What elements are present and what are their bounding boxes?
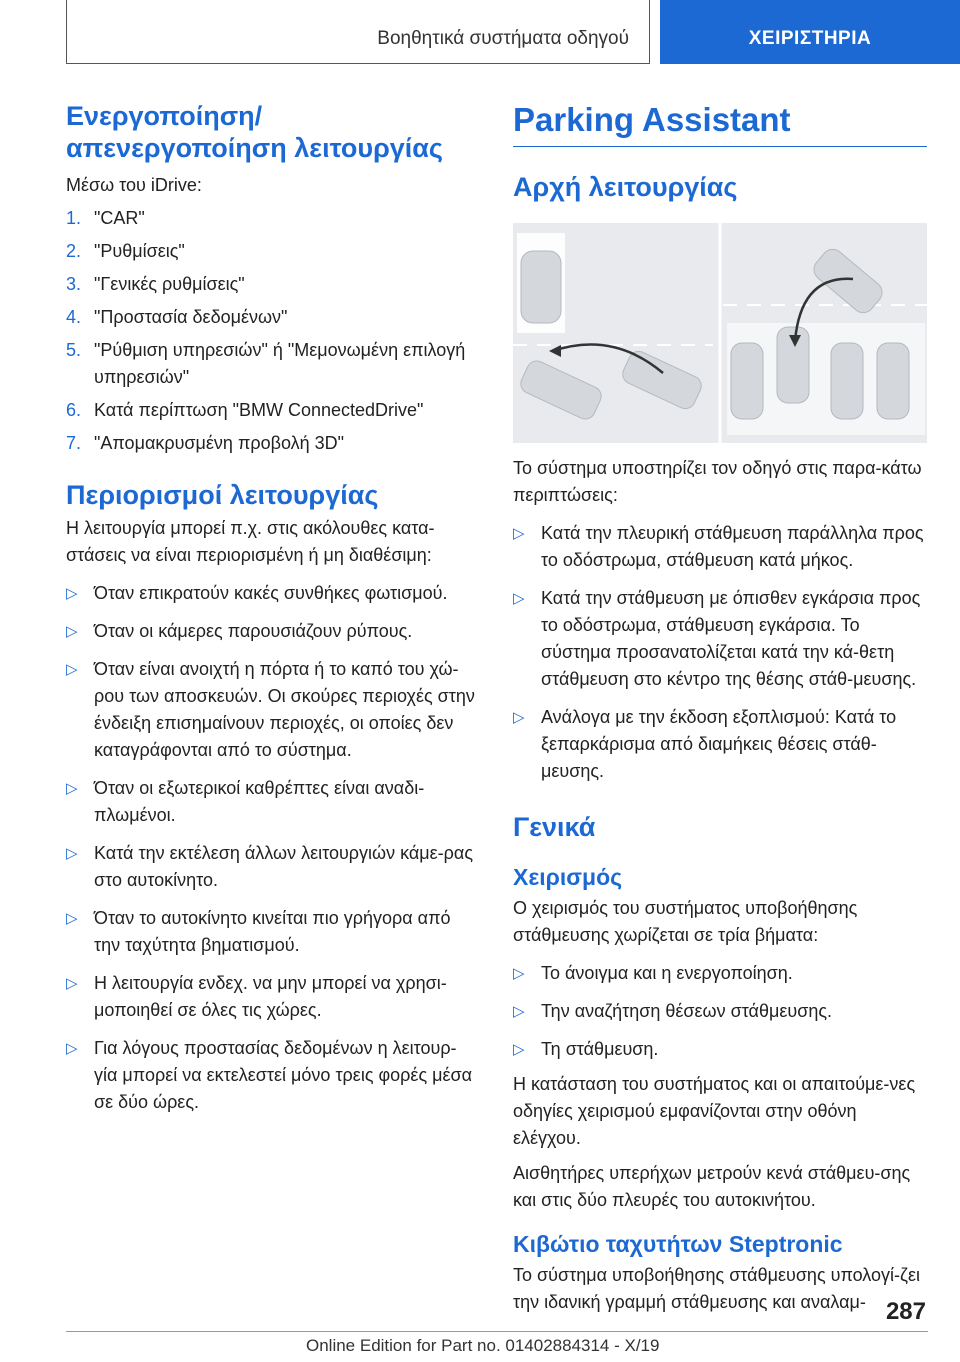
right-column [513,100,927,1316]
list-item: 3. "Γενικές ρυθμίσεις" [66,274,245,294]
general-heading: Γενικά [513,812,596,842]
triangle-bullet-icon: ▷ [66,780,78,797]
list-item: ▷ Όταν είναι ανοιχτή η πόρτα ή το καπό του χώ-ρου των αποσκευών. Οι σκούρες περιοχές στην ένδειξη επισημαίνουν περιοχές, οι οποίες δεν καταγράφονται από το σύστημα. [66,656,478,764]
footer-divider [66,1331,928,1332]
triangle-bullet-icon: ▷ [513,590,525,607]
steptronic-heading: Κιβώτιο ταχυτήτων Steptronic [513,1231,843,1257]
header-section-box [66,0,650,64]
cases-list [513,520,927,785]
list-item: ▷ Την αναζήτηση θέσεων στάθμευσης. [513,998,927,1025]
list-item: ▷ Κατά την πλευρική στάθμευση παράλληλα προς το οδόστρωμα, στάθμευση κατά μήκος. [513,520,927,574]
list-item: ▷ Η λειτουργία ενδεχ. να μην μπορεί να χρησι-μοποιηθεί σε όλες τις χώρες. [66,970,478,1024]
list-item: 7. "Απομακρυσμένη προβολή 3D" [66,433,345,453]
triangle-bullet-icon: ▷ [66,975,78,992]
idrive-intro: Μέσω του iDrive: [66,175,202,195]
list-item: 1. "CAR" [66,208,145,228]
sensors-paragraph: Αισθητήρες υπερήχων μετρούν κενά στάθμευ-σης και στις δύο πλευρές του αυτοκινήτου. [513,1163,911,1210]
triangle-bullet-icon: ▷ [513,709,525,726]
header-chapter-tab [660,0,960,64]
list-item: ▷ Όταν οι κάμερες παρουσιάζουν ρύπους. [66,618,478,645]
limits-intro: Η λειτουργία μπορεί π.χ. στις ακόλουθες κατα-στάσεις να είναι περιορισμένη ή μη διαθέσιμη: [66,518,435,565]
limits-heading: Περιορισμοί λειτουργίας [66,480,379,510]
triangle-bullet-icon: ▷ [66,1040,78,1057]
activation-heading: Ενεργοποίηση/απενεργοποίηση λειτουργίας [66,101,443,163]
limits-list [66,580,478,1116]
triangle-bullet-icon: ▷ [513,525,525,542]
status-paragraph: Η κατάσταση του συστήματος και οι απαιτούμε-νες οδηγίες χειρισμού εμφανίζονται στην οθόνη ελέγχου. [513,1074,916,1148]
parking-illustration [513,223,927,443]
list-item: ▷ Ανάλογα με την έκδοση εξοπλισμού: Κατά το ξεπαρκάρισμα από διαμήκεις θέσεις στάθ-μευσης. [513,704,927,785]
page-number: 287 [885,1298,926,1325]
list-item: 2. "Ρυθμίσεις" [66,241,185,261]
principle-text: Το σύστημα υποστηρίζει τον οδηγό στις παρα-κάτω περιπτώσεις: [513,458,922,505]
steptronic-text: Το σύστημα υποβοήθησης στάθμευσης υπολογί-ζει την ιδανική γραμμή στάθμευσης και αναλαμ- [513,1265,920,1312]
triangle-bullet-icon: ▷ [66,910,78,927]
list-item: ▷ Τη στάθμευση. [513,1036,927,1063]
triangle-bullet-icon: ▷ [66,585,78,602]
left-column [66,100,478,1116]
list-item: ▷ Κατά την εκτέλεση άλλων λειτουργιών κάμε-ρας στο αυτοκίνητο. [66,840,478,894]
list-item: ▷ Όταν το αυτοκίνητο κινείται πιο γρήγορα από την ταχύτητα βηματισμού. [66,905,478,959]
triangle-bullet-icon: ▷ [66,845,78,862]
operation-text: Ο χειρισμός του συστήματος υποβοήθησης στάθμευσης χωρίζεται σε τρία βήματα: [513,898,858,945]
footer-edition: Online Edition for Part no. 01402884314 - X/19 [306,1336,660,1355]
list-item: 4. "Προστασία δεδομένων" [66,307,288,327]
list-item: ▷ Όταν επικρατούν κακές συνθήκες φωτισμού. [66,580,478,607]
principle-heading: Αρχή λειτουργίας [513,172,738,202]
list-item: ▷ Για λόγους προστασίας δεδομένων η λειτουρ-γία μπορεί να εκτελεστεί μόνο τρεις φορές μέσα σε δύο ώρες. [66,1035,478,1116]
header-section-title: Βοηθητικά συστήματα οδηγού [377,28,629,49]
triangle-bullet-icon: ▷ [66,623,78,640]
list-item: ▷ Κατά την στάθμευση με όπισθεν εγκάρσια προς το οδόστρωμα, στάθμευση εγκάρσια. Το σύστημα προσανατολίζεται κατά την κά-θετη στάθμευση στο κέντρο της θέσης στάθ-μευσης. [513,585,927,693]
list-item: 6. Κατά περίπτωση "BMW ConnectedDrive" [66,400,424,420]
triangle-bullet-icon: ▷ [513,965,525,982]
triangle-bullet-icon: ▷ [513,1003,525,1020]
list-item: ▷ Όταν οι εξωτερικοί καθρέπτες είναι αναδι-πλωμένοι. [66,775,478,829]
header-chapter-label: ΧΕΙΡΙΣΤΗΡΙΑ [748,28,872,49]
page-title: Parking Assistant [513,100,927,147]
list-item: 5. "Ρύθμιση υπηρεσιών" ή "Μεμονωμένη επιλογή υπηρεσιών" [66,340,466,387]
triangle-bullet-icon: ▷ [66,661,78,678]
operation-steps-list [513,960,927,1063]
triangle-bullet-icon: ▷ [513,1041,525,1058]
idrive-steps-list [66,205,478,457]
list-item: ▷ Το άνοιγμα και η ενεργοποίηση. [513,960,927,987]
operation-heading: Χειρισμός [513,864,623,890]
